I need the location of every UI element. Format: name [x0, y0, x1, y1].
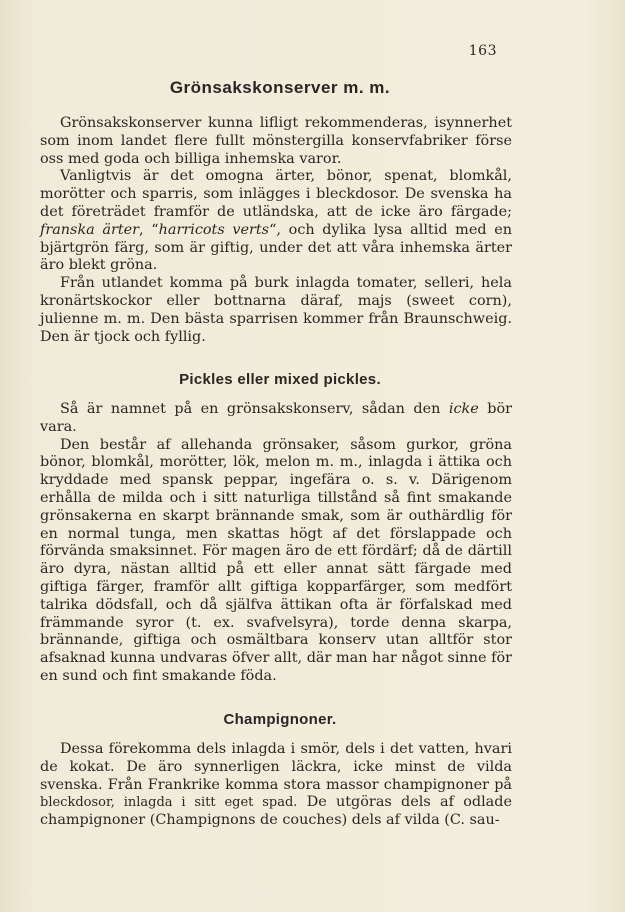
section-1 — [40, 115, 512, 346]
section-heading-pickles: Pickles eller mixed pickles. — [179, 371, 381, 388]
paragraph: Vanligtvis är det omogna ärter, bönor, spenat, blomkål, morötter och sparris, som inlägges i bleckdosor. De svenska ha det företrädet framför de utländska, att de icke äro färgade; franska ärter, “harricots verts“, och dylika lysa alltid med en bjärtgrön färg, som är giftig, under det att våra inhemska ärter äro blekt gröna. — [40, 168, 512, 274]
paragraph: Den består af allehanda grönsaker, såsom gurkor, gröna bönor, blomkål, morötter, lök, melon m. m., inlagda i ättika och kryddade med spansk peppar, ingefära o. s. v. Därigenom erhålla de milda och i sitt naturliga tillstånd så fint smakande grönsakerna en skarpt brännande smak, som är outhärdlig för en normal tunga, men skattas högt af det förslappade och förvända smaksinnet. För magen äro de ett fördärf; då de därtill äro dyra, nästan alltid på ett eller annat sätt färgade med giftiga färger, framför allt giftiga kopparfärger, som medfört talrika dödsfall, och då själfva ättikan ofta är förfalskad med främmande syror (t. ex. svafvelsyra), torde denna skarpa, brännande, giftiga och osmältbara konserv utan alltför stor afsaknad kunna undvaras öfver allt, där man har något sinne för en sund och fint smakande föda. — [40, 436, 512, 684]
paragraph: Grönsakskonserver kunna lifligt rekommenderas, isynnerhet som inom landet flere fullt mönstergilla konservfabriker förse oss med goda och billiga inhemska varor. — [40, 115, 512, 167]
paragraph: Dessa förekomma dels inlagda i smör, dels i det vatten, hvari de kokat. De äro synnerligen läckra, icke minst de vilda svenska. Från Frankrike komma stora massor champignoner på bleckdosor, inlagda i sitt eget spad. De utgöras dels af odlade champignoner (Champignons de couches) dels af vilda (C. sau- — [40, 741, 512, 829]
section-2 — [40, 401, 512, 686]
section-3 — [40, 741, 512, 830]
page-number: 163 — [468, 43, 497, 59]
paragraph: Så är namnet på en grönsakskonserv, sådan den icke bör vara. — [40, 401, 512, 435]
paragraph: Från utlandet komma på burk inlagda tomater, selleri, hela kronärtskockor eller bottnarna däraf, majs (sweet corn), julienne m. m. Den bästa sparrisen kommer från Braunschweig. Den är tjock och fyllig. — [40, 275, 512, 345]
section-heading-champignoner: Champignoner. — [223, 711, 337, 728]
page-title: Grönsakskonserver m. m. — [169, 78, 391, 97]
